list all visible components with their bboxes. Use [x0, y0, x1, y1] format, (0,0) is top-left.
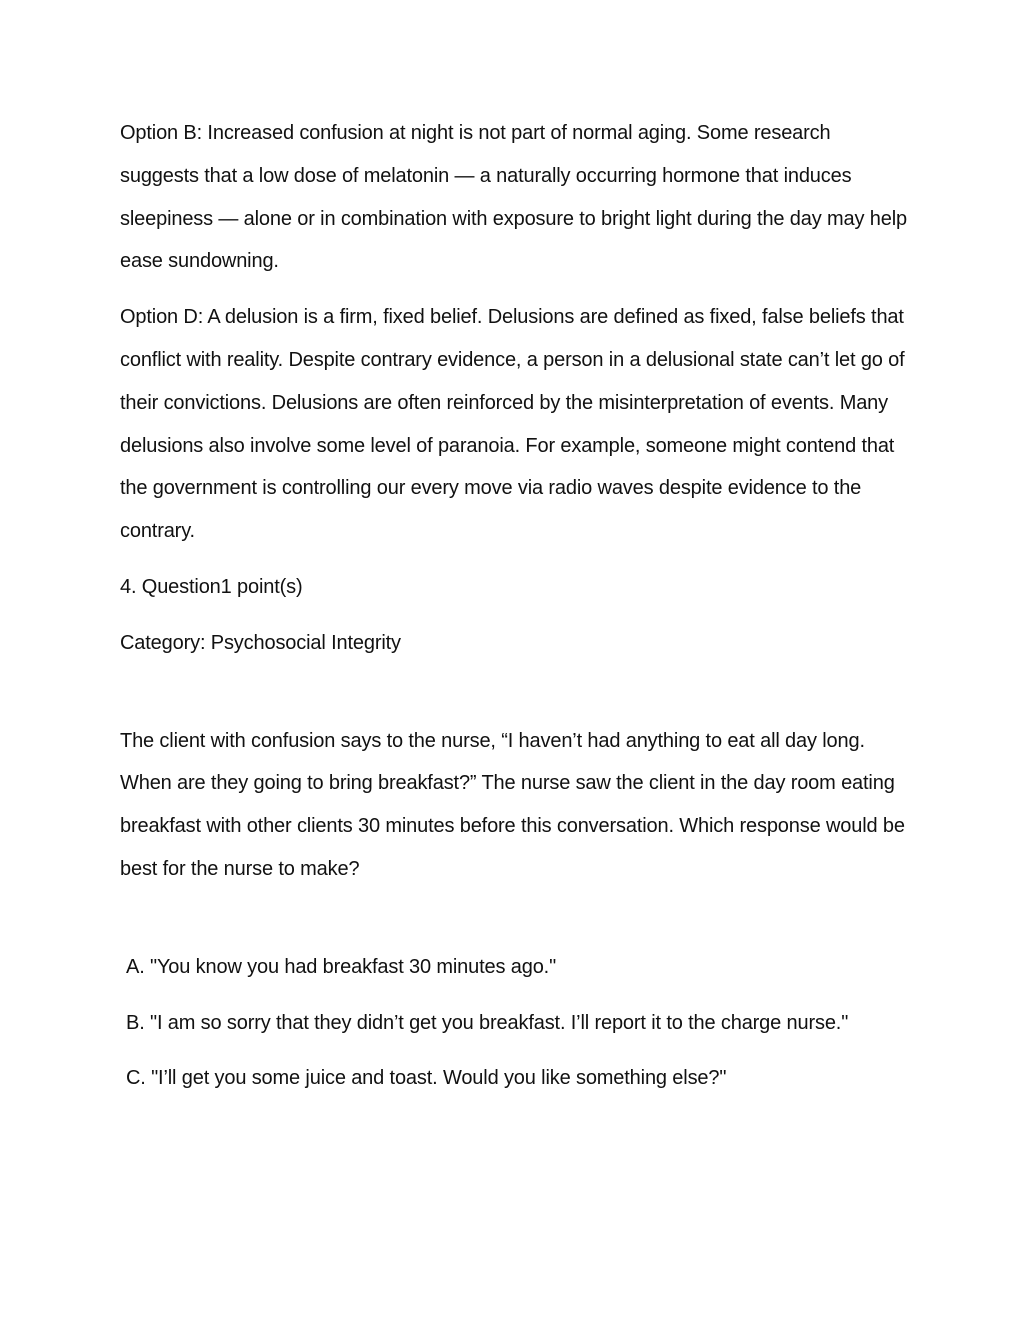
blank-line	[120, 678, 910, 720]
option-d-rationale: Option D: A delusion is a firm, fixed belief. Delusions are defined as fixed, false beliefs that conflict with reality. Despite contrary evidence, a person in a delusional state can’t let go of their convictions. Delusions are often reinforced by the misinterpretation of events. Many delusions also involve some level of paranoia. For example, someone might contend that the government is controlling our every move via radio waves despite evidence to the contrary.	[120, 306, 905, 543]
answer-option-c: C. "I’ll get you some juice and toast. Would you like something else?"	[126, 1067, 727, 1090]
question-category: Category: Psychosocial Integrity	[120, 631, 401, 654]
blank-line	[120, 904, 910, 946]
question-header: 4. Question1 point(s)	[120, 575, 303, 598]
question-stem: The client with confusion says to the nurse, “I haven’t had anything to eat all day long. When are they going to bring breakfast?” The nurse saw the client in the day room eating breakfast with other clients 30 minutes before this conversation. Which response would be best for the nurse to make?	[120, 729, 905, 880]
answer-option-b: B. "I am so sorry that they didn’t get you breakfast. I’ll report it to the charge nurse."	[126, 1011, 849, 1034]
option-b-rationale: Option B: Increased confusion at night is not part of normal aging. Some research suggests that a low dose of melatonin — a naturally occurring hormone that induces sleepiness — alone or in combination with exposure to bright light during the day may help ease sundowning.	[120, 122, 907, 273]
document-page	[120, 112, 910, 1113]
answer-option-a: A. "You know you had breakfast 30 minutes ago."	[126, 955, 557, 978]
